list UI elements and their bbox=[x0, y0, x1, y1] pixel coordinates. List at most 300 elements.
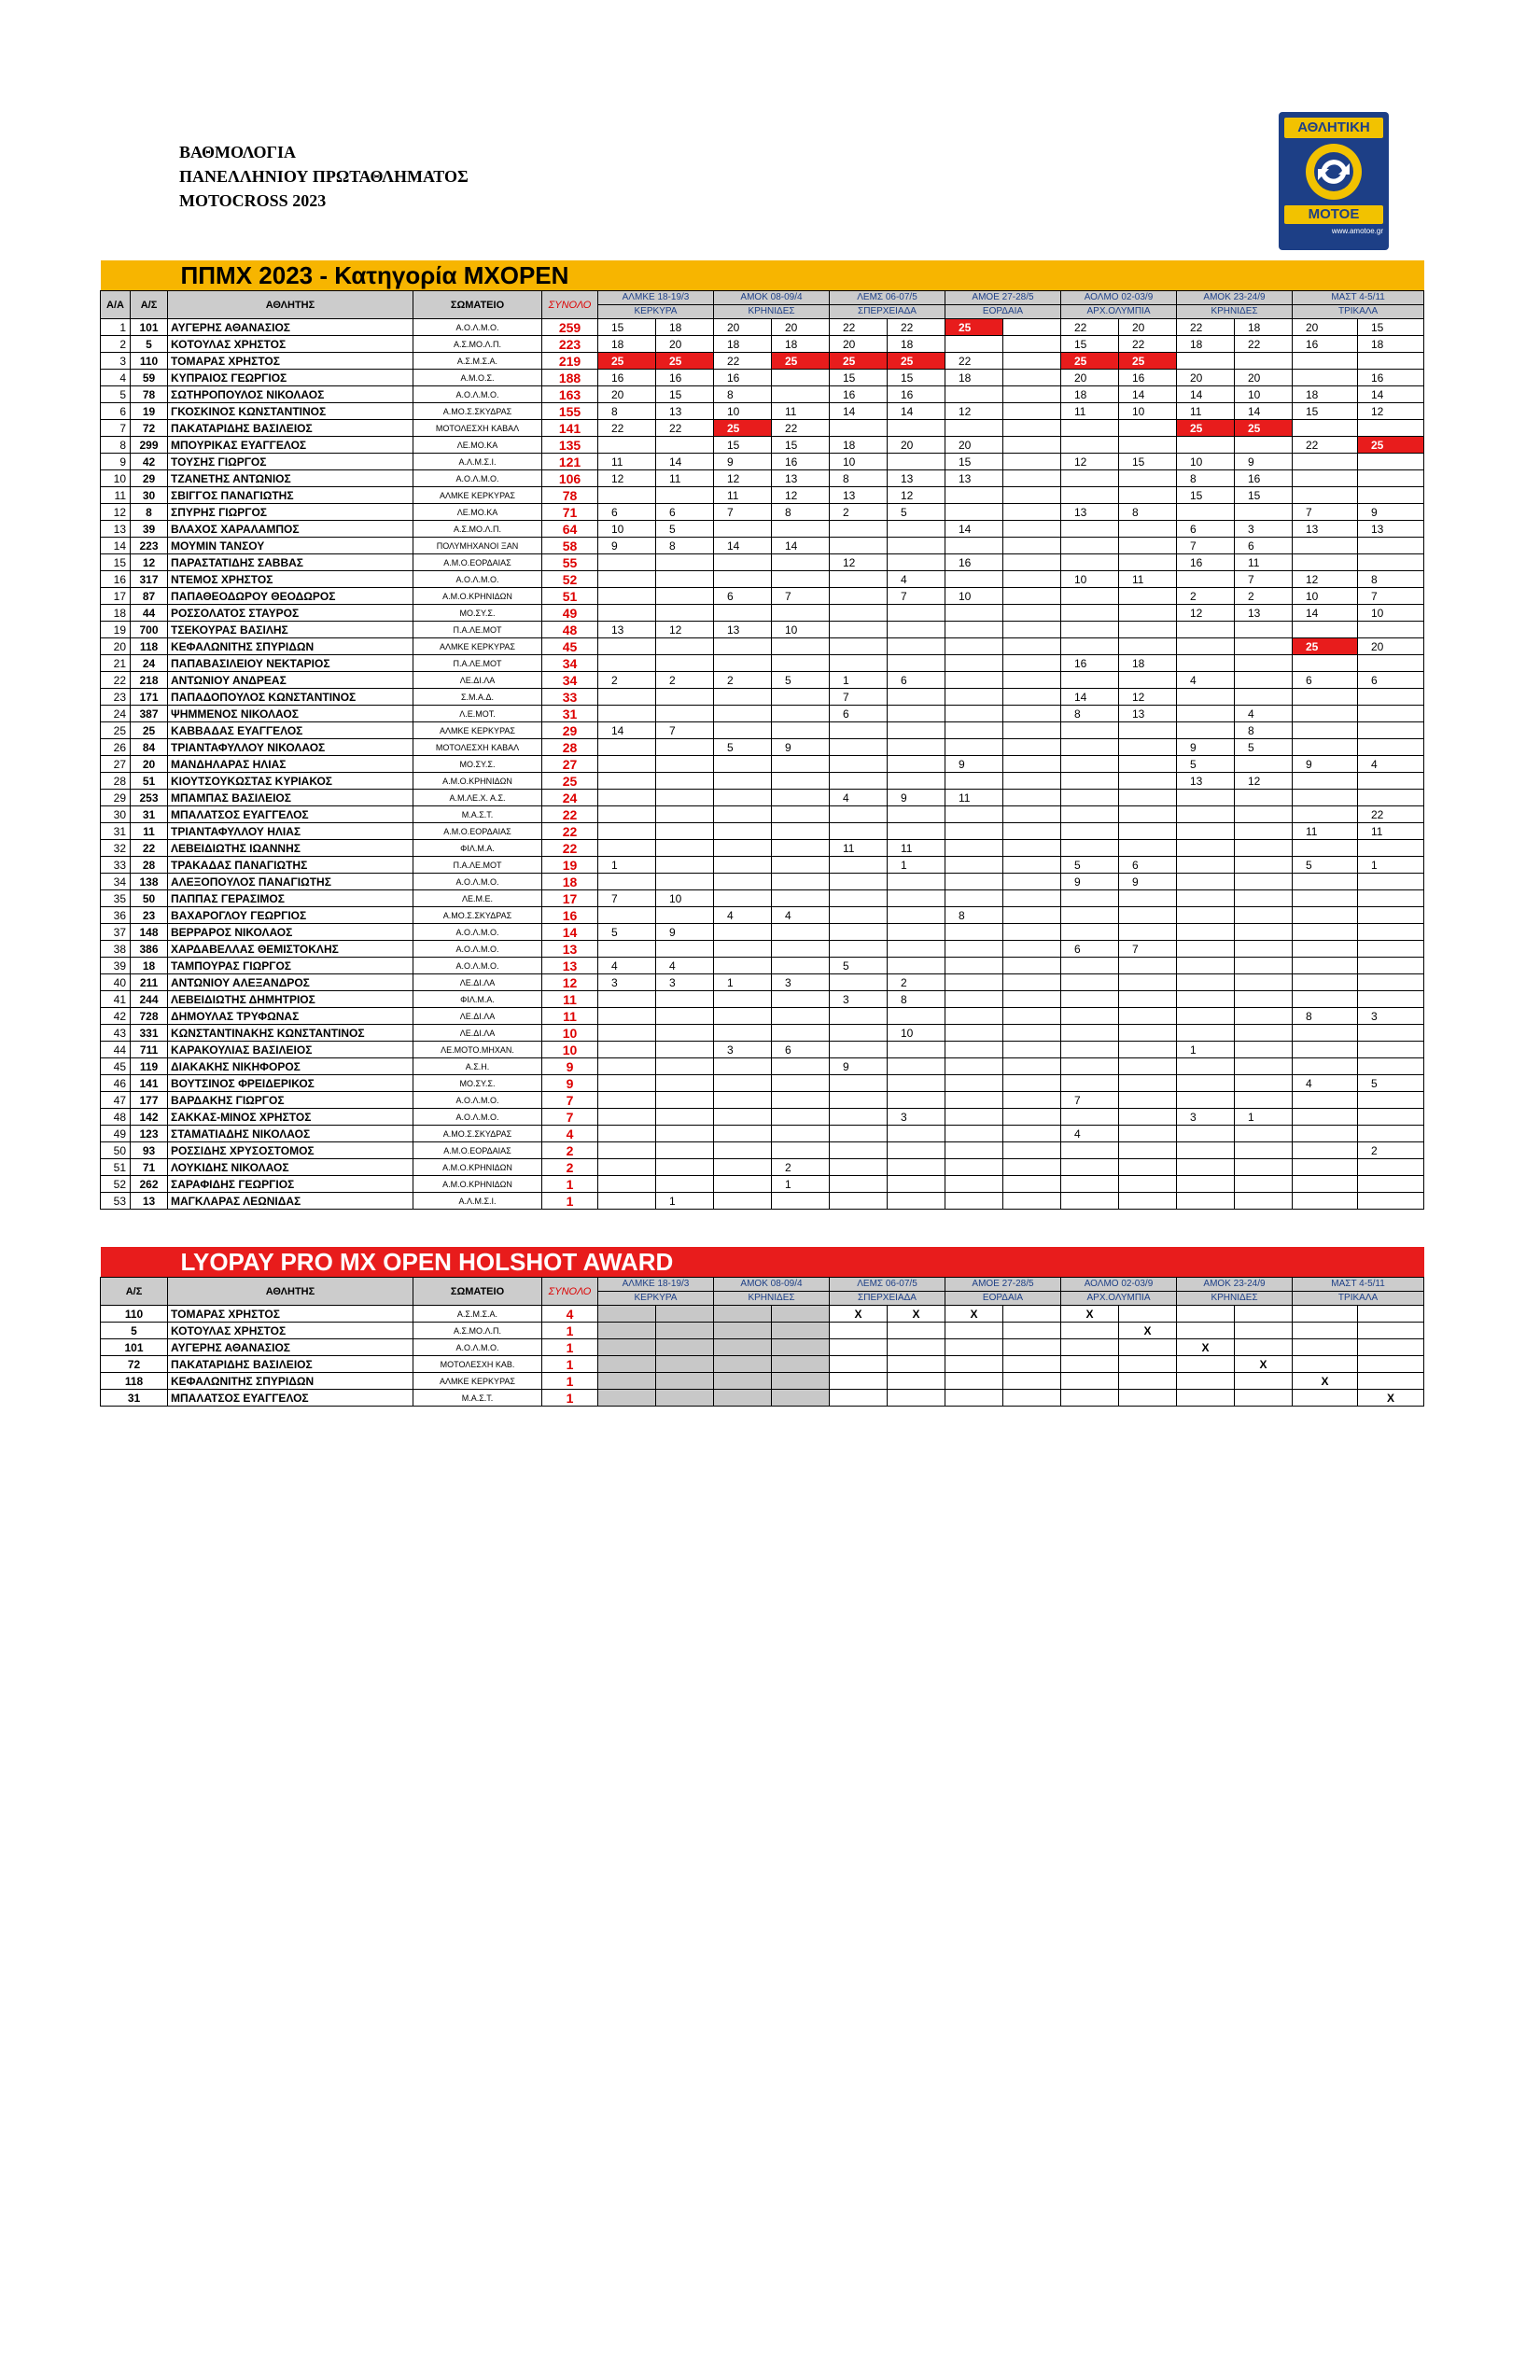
race-points-cell bbox=[1061, 1176, 1119, 1193]
rank-cell: 53 bbox=[101, 1193, 131, 1210]
empty-cell bbox=[1177, 1373, 1235, 1390]
race-points-cell bbox=[1358, 739, 1424, 756]
race-points-cell bbox=[1003, 319, 1061, 336]
club-cell: Α.ΜΟ.Σ.ΣΚΥΔΡΑΣ bbox=[413, 1126, 542, 1142]
race-points-cell bbox=[1119, 622, 1177, 638]
race-points-cell bbox=[1177, 840, 1235, 857]
race-points-cell: 2 bbox=[656, 672, 714, 689]
table-row bbox=[101, 622, 1424, 638]
race-points-cell bbox=[598, 739, 656, 756]
race-points-cell bbox=[1061, 1042, 1119, 1058]
race-points-cell bbox=[1293, 470, 1358, 487]
race-points-cell bbox=[1061, 773, 1119, 790]
bib-cell: 93 bbox=[131, 1142, 168, 1159]
race-points-cell: 2 bbox=[598, 672, 656, 689]
athlete-cell: ΡΟΣΣΟΛΑΤΟΣ ΣΤΑΥΡΟΣ bbox=[168, 605, 413, 622]
race-points-cell bbox=[1061, 1075, 1119, 1092]
race-points-cell bbox=[945, 823, 1003, 840]
race-points-cell bbox=[1235, 1092, 1293, 1109]
race-points-cell bbox=[598, 605, 656, 622]
race-points-cell bbox=[1003, 1025, 1061, 1042]
race-points-cell bbox=[1119, 1025, 1177, 1042]
race-points-cell: 22 bbox=[1061, 319, 1119, 336]
holeshot-mark-cell: X bbox=[945, 1306, 1003, 1323]
athlete-cell: ΔΗΜΟΥΛΑΣ ΤΡΥΦΩΝΑΣ bbox=[168, 1008, 413, 1025]
race-points-cell bbox=[598, 1092, 656, 1109]
race-points-cell bbox=[830, 588, 888, 605]
race-points-cell bbox=[772, 756, 830, 773]
race-points-cell: 5 bbox=[1061, 857, 1119, 874]
race-points-cell: 8 bbox=[945, 907, 1003, 924]
rank-cell: 38 bbox=[101, 941, 131, 958]
bib-cell: 13 bbox=[131, 1193, 168, 1210]
event-1-venue: ΚΕΡΚΥΡΑ bbox=[598, 305, 714, 319]
empty-cell bbox=[1003, 1356, 1061, 1373]
race-points-cell bbox=[1061, 487, 1119, 504]
race-points-cell bbox=[1003, 806, 1061, 823]
club-cell: Α.Σ.Μ.Σ.Α. bbox=[413, 353, 542, 370]
race-points-cell bbox=[1119, 790, 1177, 806]
race-points-cell: 3 bbox=[714, 1042, 772, 1058]
club-cell: Π.Α.ΛΕ.ΜΟΤ bbox=[413, 857, 542, 874]
race-points-cell: 8 bbox=[1235, 722, 1293, 739]
race-points-cell bbox=[1003, 420, 1061, 437]
race-points-cell: 6 bbox=[714, 588, 772, 605]
table-row bbox=[101, 890, 1424, 907]
race-points-cell bbox=[656, 1142, 714, 1159]
club-cell: Μ.Α.Σ.Τ. bbox=[413, 1390, 542, 1407]
race-points-cell: 5 bbox=[1293, 857, 1358, 874]
table-row bbox=[101, 907, 1424, 924]
race-points-cell: 9 bbox=[1061, 874, 1119, 890]
race-points-cell bbox=[888, 958, 945, 974]
race-points-cell: 22 bbox=[1358, 806, 1424, 823]
table-row bbox=[101, 806, 1424, 823]
race-points-cell bbox=[888, 1058, 945, 1075]
race-points-cell bbox=[1293, 773, 1358, 790]
race-points-cell bbox=[1119, 924, 1177, 941]
race-points-cell bbox=[714, 1008, 772, 1025]
race-points-cell bbox=[1235, 1042, 1293, 1058]
race-points-cell bbox=[714, 638, 772, 655]
race-points-cell: 13 bbox=[772, 470, 830, 487]
rank-cell: 36 bbox=[101, 907, 131, 924]
race-points-cell bbox=[772, 571, 830, 588]
race-points-cell: 20 bbox=[830, 336, 888, 353]
race-points-cell: 1 bbox=[1235, 1109, 1293, 1126]
race-points-cell: 15 bbox=[656, 386, 714, 403]
race-points-cell: 18 bbox=[1293, 386, 1358, 403]
table-row bbox=[101, 924, 1424, 941]
race-points-cell: 16 bbox=[1358, 370, 1424, 386]
race-points-cell bbox=[656, 1042, 714, 1058]
bib-cell: 12 bbox=[131, 554, 168, 571]
header-athlete: ΑΘΛΗΤΗΣ bbox=[168, 1278, 413, 1306]
race-points-cell: 10 bbox=[1293, 588, 1358, 605]
race-points-cell: 20 bbox=[656, 336, 714, 353]
race-points-cell bbox=[888, 1042, 945, 1058]
race-points-cell bbox=[772, 1075, 830, 1092]
table-row bbox=[101, 1092, 1424, 1109]
total-cell: 1 bbox=[542, 1339, 598, 1356]
rank-cell: 8 bbox=[101, 437, 131, 454]
race-points-cell bbox=[1358, 907, 1424, 924]
bib-cell: 386 bbox=[131, 941, 168, 958]
race-points-cell bbox=[598, 487, 656, 504]
table-row bbox=[101, 1193, 1424, 1210]
table-row bbox=[101, 739, 1424, 756]
race-points-cell bbox=[1293, 806, 1358, 823]
race-points-cell bbox=[656, 487, 714, 504]
race-points-cell bbox=[598, 1109, 656, 1126]
race-points-cell bbox=[1003, 655, 1061, 672]
athlete-cell: ΜΠΟΥΡΙΚΑΣ ΕΥΑΓΓΕΛΟΣ bbox=[168, 437, 413, 454]
table-row bbox=[101, 1058, 1424, 1075]
race-points-cell bbox=[888, 655, 945, 672]
race-points-cell bbox=[1061, 907, 1119, 924]
rank-cell: 42 bbox=[101, 1008, 131, 1025]
race-points-cell bbox=[888, 722, 945, 739]
bib-cell: 25 bbox=[131, 722, 168, 739]
race-points-cell bbox=[656, 739, 714, 756]
race-points-cell: 18 bbox=[1235, 319, 1293, 336]
club-cell: Α.Μ.Ο.ΕΟΡΔΑΙΑΣ bbox=[413, 554, 542, 571]
athlete-cell: ΤΟΜΑΡΑΣ ΧΡΗΣΤΟΣ bbox=[168, 353, 413, 370]
race-points-cell bbox=[1293, 1126, 1358, 1142]
logo-bottom-text: ΜΟΤΟΕ bbox=[1284, 205, 1383, 224]
table-row bbox=[101, 1025, 1424, 1042]
club-cell: Α.Ο.Λ.Μ.Ο. bbox=[413, 1339, 542, 1356]
race-points-cell bbox=[1003, 974, 1061, 991]
rank-cell: 14 bbox=[101, 538, 131, 554]
total-cell: 1 bbox=[542, 1323, 598, 1339]
race-points-cell bbox=[714, 1025, 772, 1042]
race-points-cell: 14 bbox=[1235, 403, 1293, 420]
race-points-cell bbox=[1061, 437, 1119, 454]
race-points-cell: 13 bbox=[714, 622, 772, 638]
holeshot-mark-cell: X bbox=[1119, 1323, 1177, 1339]
race-points-cell bbox=[888, 756, 945, 773]
table-row bbox=[101, 991, 1424, 1008]
header-as: Α/Σ bbox=[101, 1278, 168, 1306]
event-5-name: ΑΟΛΜΟ 02-03/9 bbox=[1061, 1278, 1177, 1292]
race-points-cell bbox=[1061, 1109, 1119, 1126]
club-cell: Α.Λ.Μ.Σ.Ι. bbox=[413, 1193, 542, 1210]
club-cell: ΜΟΤΟΛΕΣΧΗ ΚΑΒΑΛ bbox=[413, 420, 542, 437]
race-points-cell: 6 bbox=[1119, 857, 1177, 874]
club-cell: Α.Ο.Λ.Μ.Ο. bbox=[413, 1092, 542, 1109]
race-points-cell bbox=[714, 1159, 772, 1176]
bib-cell: 50 bbox=[131, 890, 168, 907]
race-points-cell: 11 bbox=[945, 790, 1003, 806]
race-points-cell bbox=[1358, 554, 1424, 571]
race-points-cell: 25 bbox=[1358, 437, 1424, 454]
empty-cell bbox=[1119, 1306, 1177, 1323]
race-points-cell: 4 bbox=[1293, 1075, 1358, 1092]
rank-cell: 12 bbox=[101, 504, 131, 521]
race-points-cell bbox=[1235, 622, 1293, 638]
race-points-cell bbox=[714, 722, 772, 739]
table-row bbox=[101, 605, 1424, 622]
empty-cell bbox=[1061, 1390, 1119, 1407]
race-points-cell: 7 bbox=[1061, 1092, 1119, 1109]
race-points-cell bbox=[1061, 1193, 1119, 1210]
empty-cell bbox=[1177, 1356, 1235, 1373]
total-cell: 4 bbox=[542, 1306, 598, 1323]
club-cell: Α.Σ.ΜΟ.Λ.Π. bbox=[413, 521, 542, 538]
race-points-cell: 10 bbox=[656, 890, 714, 907]
athlete-cell: ΒΑΡΔΑΚΗΣ ΓΙΩΡΓΟΣ bbox=[168, 1092, 413, 1109]
table-row bbox=[101, 1176, 1424, 1193]
table-row bbox=[101, 1126, 1424, 1142]
race-points-cell bbox=[1003, 336, 1061, 353]
race-points-cell bbox=[1293, 1142, 1358, 1159]
race-points-cell bbox=[1177, 1126, 1235, 1142]
race-points-cell bbox=[1177, 991, 1235, 1008]
race-points-cell: 4 bbox=[1177, 672, 1235, 689]
race-points-cell: 9 bbox=[656, 924, 714, 941]
empty-cell bbox=[1177, 1306, 1235, 1323]
race-points-cell bbox=[1003, 386, 1061, 403]
race-points-cell bbox=[1061, 790, 1119, 806]
race-points-cell bbox=[1061, 756, 1119, 773]
race-points-cell bbox=[945, 538, 1003, 554]
bib-cell: 23 bbox=[131, 907, 168, 924]
race-points-cell bbox=[888, 739, 945, 756]
race-points-cell bbox=[945, 806, 1003, 823]
race-points-cell bbox=[1061, 806, 1119, 823]
race-points-cell: 25 bbox=[1293, 638, 1358, 655]
club-cell: Α.Μ.Ο.ΚΡΗΝΙΔΩΝ bbox=[413, 588, 542, 605]
empty-cell bbox=[888, 1323, 945, 1339]
race-points-cell bbox=[830, 1193, 888, 1210]
race-points-cell bbox=[1061, 722, 1119, 739]
athlete-cell: ΡΟΣΣΙΔΗΣ ΧΡΥΣΟΣΤΟΜΟΣ bbox=[168, 1142, 413, 1159]
race-points-cell bbox=[1235, 1008, 1293, 1025]
empty-cell bbox=[945, 1356, 1003, 1373]
race-points-cell: 20 bbox=[1061, 370, 1119, 386]
race-points-cell bbox=[656, 941, 714, 958]
race-points-cell bbox=[1119, 638, 1177, 655]
race-points-cell bbox=[1061, 958, 1119, 974]
race-points-cell bbox=[1119, 756, 1177, 773]
bib-cell: 71 bbox=[131, 1159, 168, 1176]
race-points-cell bbox=[888, 1008, 945, 1025]
race-points-cell: 22 bbox=[1235, 336, 1293, 353]
empty-cell bbox=[1119, 1356, 1177, 1373]
race-points-cell bbox=[714, 924, 772, 941]
athlete-cell: ΚΑΒΒΑΔΑΣ ΕΥΑΓΓΕΛΟΣ bbox=[168, 722, 413, 739]
bib-cell: 59 bbox=[131, 370, 168, 386]
race-points-cell bbox=[945, 605, 1003, 622]
event-7-name: ΜΑΣΤ 4-5/11 bbox=[1293, 1278, 1424, 1292]
race-points-cell: 15 bbox=[1119, 454, 1177, 470]
header-athlete: ΑΘΛΗΤΗΣ bbox=[168, 291, 413, 319]
cancelled-cell bbox=[656, 1356, 714, 1373]
total-cell: 16 bbox=[542, 907, 598, 924]
empty-cell bbox=[945, 1339, 1003, 1356]
athlete-cell: ΣΤΑΜΑΤΙΑΔΗΣ ΝΙΚΟΛΑΟΣ bbox=[168, 1126, 413, 1142]
empty-cell bbox=[1003, 1306, 1061, 1323]
table-row bbox=[101, 420, 1424, 437]
race-points-cell bbox=[598, 437, 656, 454]
race-points-cell bbox=[656, 907, 714, 924]
race-points-cell bbox=[656, 655, 714, 672]
table-row bbox=[101, 1159, 1424, 1176]
cancelled-cell bbox=[598, 1373, 656, 1390]
race-points-cell: 22 bbox=[1119, 336, 1177, 353]
race-points-cell: 3 bbox=[598, 974, 656, 991]
bib-cell: 299 bbox=[131, 437, 168, 454]
race-points-cell bbox=[1003, 1092, 1061, 1109]
race-points-cell bbox=[830, 773, 888, 790]
race-points-cell bbox=[598, 790, 656, 806]
race-points-cell: 6 bbox=[888, 672, 945, 689]
race-points-cell bbox=[656, 605, 714, 622]
total-cell: 78 bbox=[542, 487, 598, 504]
club-cell: Α.ΜΟ.Σ.ΣΚΥΔΡΑΣ bbox=[413, 907, 542, 924]
rank-cell: 6 bbox=[101, 403, 131, 420]
total-cell: 219 bbox=[542, 353, 598, 370]
total-cell: 34 bbox=[542, 655, 598, 672]
table-row bbox=[101, 1008, 1424, 1025]
race-points-cell: 14 bbox=[656, 454, 714, 470]
race-points-cell bbox=[945, 386, 1003, 403]
table-row bbox=[101, 974, 1424, 991]
race-points-cell: 14 bbox=[772, 538, 830, 554]
award-title: LYOPAY PRO MX OPEN HOLSHOT AWARD bbox=[101, 1247, 1424, 1278]
race-points-cell bbox=[656, 1176, 714, 1193]
race-points-cell bbox=[1358, 974, 1424, 991]
athlete-cell: ΠΑΠΑΒΑΣΙΛΕΙΟΥ ΝΕΚΤΑΡΙΟΣ bbox=[168, 655, 413, 672]
race-points-cell bbox=[945, 941, 1003, 958]
table-row bbox=[101, 655, 1424, 672]
race-points-cell bbox=[1358, 1025, 1424, 1042]
race-points-cell bbox=[1235, 1058, 1293, 1075]
bib-cell: 20 bbox=[131, 756, 168, 773]
race-points-cell bbox=[1177, 941, 1235, 958]
race-points-cell bbox=[1003, 1159, 1061, 1176]
race-points-cell: 8 bbox=[772, 504, 830, 521]
event-6-name: ΑΜΟΚ 23-24/9 bbox=[1177, 291, 1293, 305]
race-points-cell bbox=[888, 622, 945, 638]
race-points-cell bbox=[830, 538, 888, 554]
race-points-cell bbox=[1358, 924, 1424, 941]
total-cell: 7 bbox=[542, 1109, 598, 1126]
total-cell: 28 bbox=[542, 739, 598, 756]
race-points-cell bbox=[1235, 353, 1293, 370]
race-points-cell bbox=[1003, 1008, 1061, 1025]
race-points-cell bbox=[1003, 521, 1061, 538]
table-row bbox=[101, 1390, 1424, 1407]
club-cell: ΛΕ.ΜΟ.ΚΑ bbox=[413, 504, 542, 521]
race-points-cell bbox=[830, 1109, 888, 1126]
race-points-cell: 18 bbox=[714, 336, 772, 353]
race-points-cell bbox=[1003, 403, 1061, 420]
athlete-cell: ΚΥΠΡΑΙΟΣ ΓΕΩΡΓΙΟΣ bbox=[168, 370, 413, 386]
race-points-cell: 22 bbox=[772, 420, 830, 437]
race-points-cell bbox=[888, 924, 945, 941]
race-points-cell bbox=[1177, 1142, 1235, 1159]
total-cell: 11 bbox=[542, 991, 598, 1008]
race-points-cell: 15 bbox=[598, 319, 656, 336]
race-points-cell bbox=[1293, 1109, 1358, 1126]
race-points-cell: 15 bbox=[888, 370, 945, 386]
race-points-cell bbox=[714, 706, 772, 722]
race-points-cell bbox=[1003, 1109, 1061, 1126]
total-cell: 223 bbox=[542, 336, 598, 353]
race-points-cell: 15 bbox=[830, 370, 888, 386]
race-points-cell bbox=[830, 622, 888, 638]
race-points-cell bbox=[714, 756, 772, 773]
race-points-cell bbox=[888, 689, 945, 706]
race-points-cell: 7 bbox=[714, 504, 772, 521]
race-points-cell bbox=[1235, 823, 1293, 840]
race-points-cell bbox=[714, 958, 772, 974]
table-row bbox=[101, 1109, 1424, 1126]
race-points-cell bbox=[1003, 1126, 1061, 1142]
race-points-cell: 5 bbox=[772, 672, 830, 689]
club-cell: Μ.Α.Σ.Τ. bbox=[413, 806, 542, 823]
table-row bbox=[101, 571, 1424, 588]
race-points-cell: 11 bbox=[1061, 403, 1119, 420]
race-points-cell bbox=[945, 1193, 1003, 1210]
race-points-cell: 10 bbox=[1061, 571, 1119, 588]
logo-url-text: www.amotoe.gr bbox=[1331, 227, 1383, 235]
race-points-cell bbox=[1003, 689, 1061, 706]
athlete-cell: ΤΡΙΑΝΤΑΦΥΛΛΟΥ ΗΛΙΑΣ bbox=[168, 823, 413, 840]
race-points-cell bbox=[1119, 1142, 1177, 1159]
race-points-cell bbox=[1003, 504, 1061, 521]
athlete-cell: ΠΑΠΠΑΣ ΓΕΡΑΣΙΜΟΣ bbox=[168, 890, 413, 907]
table-row bbox=[101, 874, 1424, 890]
race-points-cell bbox=[1293, 622, 1358, 638]
race-points-cell bbox=[1003, 1176, 1061, 1193]
race-points-cell: 13 bbox=[830, 487, 888, 504]
race-points-cell bbox=[1177, 1159, 1235, 1176]
club-cell: ΛΕ.ΔΙ.ΛΑ bbox=[413, 974, 542, 991]
race-points-cell: 18 bbox=[772, 336, 830, 353]
cancelled-cell bbox=[714, 1356, 772, 1373]
table-row bbox=[101, 554, 1424, 571]
race-points-cell: 13 bbox=[1293, 521, 1358, 538]
race-points-cell bbox=[598, 554, 656, 571]
race-points-cell: 5 bbox=[1358, 1075, 1424, 1092]
race-points-cell: 13 bbox=[1177, 773, 1235, 790]
race-points-cell: 14 bbox=[598, 722, 656, 739]
club-cell: Α.Σ.Η. bbox=[413, 1058, 542, 1075]
race-points-cell: 6 bbox=[1293, 672, 1358, 689]
race-points-cell bbox=[656, 1126, 714, 1142]
race-points-cell: 6 bbox=[598, 504, 656, 521]
table-row bbox=[101, 773, 1424, 790]
race-points-cell bbox=[1003, 890, 1061, 907]
race-points-cell bbox=[772, 806, 830, 823]
bib-cell: 31 bbox=[131, 806, 168, 823]
rank-cell: 24 bbox=[101, 706, 131, 722]
race-points-cell bbox=[1235, 806, 1293, 823]
race-points-cell bbox=[1235, 991, 1293, 1008]
race-points-cell: 22 bbox=[1293, 437, 1358, 454]
header-aa: Α/Α bbox=[101, 291, 131, 319]
race-points-cell bbox=[1061, 974, 1119, 991]
race-points-cell bbox=[1293, 1042, 1358, 1058]
empty-cell bbox=[945, 1390, 1003, 1407]
race-points-cell: 9 bbox=[1177, 739, 1235, 756]
race-points-cell: 12 bbox=[1358, 403, 1424, 420]
athlete-cell: ΣΑΚΚΑΣ-ΜΙΝΟΣ ΧΡΗΣΤΟΣ bbox=[168, 1109, 413, 1126]
athlete-cell: ΒΟΥΤΣΙΝΟΣ ΦΡΕΙΔΕΡΙΚΟΣ bbox=[168, 1075, 413, 1092]
